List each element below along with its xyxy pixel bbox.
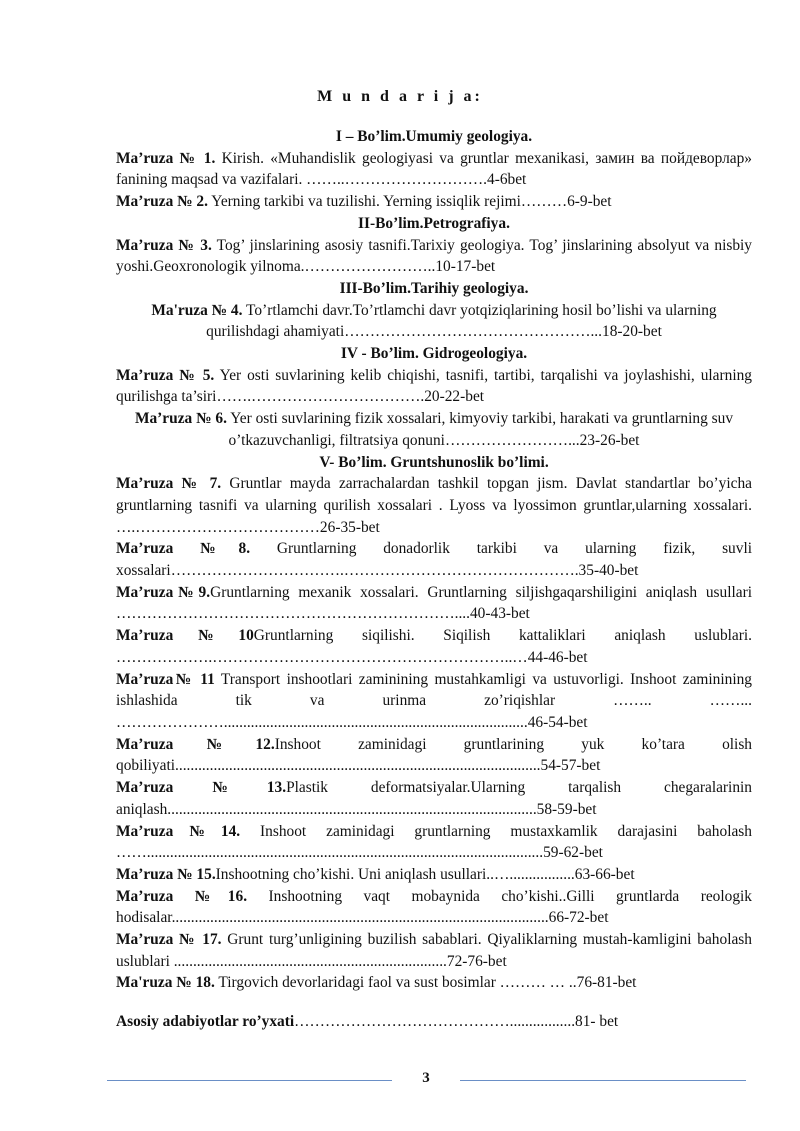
toc-entry-14 (116, 821, 752, 864)
lecture-text: Gruntlarning mexanik xossalari. Gruntlarning siljishgaqarshiligini aniqlash usullari …………………………………………………………....40-43-bet (116, 583, 752, 623)
toc-entry-12 (116, 734, 752, 777)
toc-entry-6 (116, 408, 752, 451)
lecture-text: Inshootning vaqt mobaynida cho’kishi..Gilli gruntlarda reologik hodisalar..................................................................................................66-72-bet (116, 887, 752, 927)
section-heading-4: IV - Bo’lim. Gidrogeologiya. (340, 345, 528, 363)
lecture-text: Yer osti suvlarining fizik xossalari, kimyoviy tarkibi, harakati va gruntlarning suv o’tkazuvchanligi, filtratsiya qonuni……………………...23-26-bet (226, 410, 734, 449)
lecture-label: Ma’ruza № 17. (116, 931, 222, 949)
lecture-label: Ma’ruza № 3. (116, 236, 212, 254)
lecture-label: Ma'ruza № 18. (116, 974, 215, 992)
toc-entry-7 (116, 473, 752, 538)
lecture-label: Ma’ruza № 2. (116, 193, 208, 211)
references-label: Asosiy adabiyotlar ro’yxati (116, 1013, 295, 1030)
lecture-label: Ma’ruza№13. (116, 779, 287, 797)
lecture-text: Inshootning cho’kishi. Uni aniqlash usullari..….................63-66-bet (215, 865, 635, 883)
lecture-label: Ma’ruza№12. (116, 735, 275, 753)
lecture-label: Ma’ruza № 7. (116, 475, 222, 493)
toc-entry-17 (116, 929, 752, 972)
section-heading-2: II-Bo’lim.Petrografiya. (358, 214, 510, 232)
lecture-text: Kirish. «Muhandislik geologiyasi va gruntlar mexanikasi, замин ва пойдеворлар» fanining maqsad va vazifalari. ……..……………………….4-6bet (116, 149, 753, 189)
lecture-text: Tirgovich devorlaridagi faol va sust bosimlar ……… … ..76-81-bet (214, 974, 637, 992)
lecture-label: Ma'ruza № 4. (151, 301, 243, 319)
references-entry (116, 1013, 752, 1031)
footer-rule-left (107, 1080, 392, 1081)
toc-entry-18 (116, 972, 752, 994)
toc-entry-9 (116, 582, 752, 625)
lecture-label: Ma’ruza№9. (116, 583, 211, 601)
toc-entry-2 (116, 191, 752, 213)
section-heading-5: V- Bo’lim. Gruntshunoslik bo’limi. (319, 453, 549, 471)
toc-title: M u n d a r i j a: (317, 88, 483, 105)
lecture-label: Ma’ruza № 15. (116, 865, 216, 883)
toc-entry-5 (116, 365, 752, 408)
toc-entry-13 (116, 777, 752, 820)
toc-body (116, 126, 752, 994)
toc-entry-8 (116, 538, 752, 581)
toc-entry-15 (116, 864, 752, 886)
references-text: …………………………………….................81- bet (294, 1013, 619, 1030)
lecture-text: Yerning tarkibi va tuzilishi. Yerning issiqlik rejimi………6-9-bet (207, 193, 612, 211)
toc-entry-10 (116, 625, 752, 668)
lecture-label: Ma’ruza № 5. (116, 366, 215, 384)
lecture-label: Ma’ruza №16. (116, 887, 248, 905)
lecture-label: Ma’ruza№10 (116, 627, 254, 645)
lecture-text: Inshoot zaminidagi gruntlarning mustaxkamlik darajasini baholash …….......................................................................................................59-62-bet (116, 822, 752, 862)
page-number: 3 (422, 1070, 430, 1086)
footer-rule-right (460, 1080, 746, 1081)
lecture-text: Tog’ jinslarining asosiy tasnifi.Tarixiy geologiya. Tog’ jinslarining absolyut va nisbiy yoshi.Geoxronologik yilnoma.……………………..10-17-bet (116, 236, 752, 276)
lecture-text: Transport inshootlari zaminining mustahkamligi va ustuvorligi. Inshoot zaminining ishlashida tik va urinma zo’riqishlar …….. ……... …………………...............................................................................46-54-bet (116, 670, 752, 731)
lecture-text: Grunt turg’unligining buzilish sabablari. Qiyaliklarning mustah-kamligini baholash uslublari .......................................................................72-76-bet (116, 931, 752, 970)
lecture-text: Gruntlarning donadorlik tarkibi va ularning fizik, suvli xossalari…………………………….……………………………………….35-40-bet (116, 540, 752, 580)
section-heading-1: I – Bo’lim.Umumiy geologiya. (335, 128, 533, 145)
lecture-label: Ma’ruza №8. (116, 540, 251, 558)
toc-entry-1 (116, 148, 752, 191)
section-heading-3: III-Bo’lim.Tarihiy geologiya. (339, 279, 529, 297)
lecture-label: Ma’ruza № 6. (134, 410, 227, 428)
lecture-label: Ma’ruza № 1. (116, 149, 216, 167)
toc-entry-16 (116, 886, 752, 929)
lecture-text: Yer osti suvlarining kelib chiqishi, tasnifi, tartibi, tarqalishi va joylashishi, ularning qurilishga ta’siri…….…………………………….20-22-bet (116, 366, 752, 406)
toc-entry-11 (116, 669, 752, 734)
toc-entry-4 (116, 300, 752, 343)
lecture-label: Ma’ruza№14. (116, 822, 241, 840)
toc-entry-3 (116, 235, 752, 278)
lecture-text: Inshoot zaminidagi gruntlarining yuk ko’tara olish qobiliyati...............................................................................................54-57-bet (116, 735, 752, 775)
lecture-text: Gruntlarning siqilishi. Siqilish kattaliklari aniqlash uslublari. ……………….…………………………………………………..…44-46-bet (116, 627, 753, 666)
lecture-text: Gruntlar mayda zarrachalardan tashkil topgan jism. Davlat standartlar bo’yicha gruntlarning tasnifi va ularning qurilish xossalari . Lyoss va lyossimon gruntlar,ularning xossalari. ….………………………………26-35-bet (116, 475, 752, 536)
page-footer (0, 1070, 800, 1094)
lecture-text: To’rtlamchi davr.To’rtlamchi davr yotqiziqlarining hosil bo’lishi va ularning qurilishdagi ahamiyati…………………………………………...18-20-bet (206, 301, 717, 341)
lecture-text: Plastik deformatsiyalar.Ularning tarqalish chegaralarinin aniqlash................................................................................................58-59-bet (116, 779, 753, 818)
lecture-label: Ma’ruza№ 11 (116, 670, 215, 688)
